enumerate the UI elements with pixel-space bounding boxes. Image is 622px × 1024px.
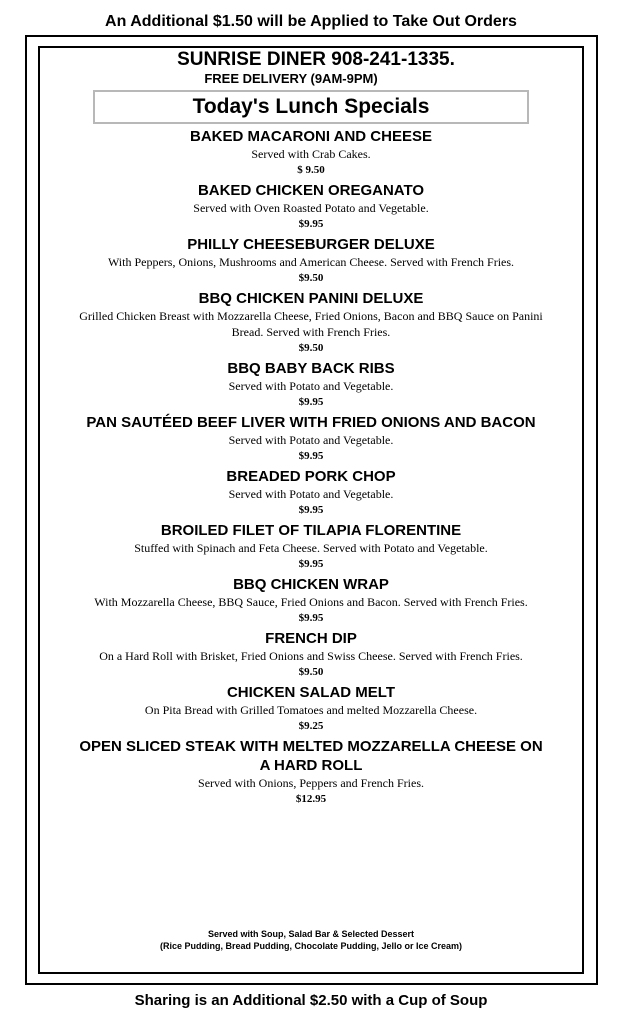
menu-item (76, 359, 546, 410)
item-name: PHILLY CHEESEBURGER DELUXE (187, 236, 435, 253)
item-price: $9.95 (298, 504, 324, 516)
item-price: $9.95 (298, 450, 324, 462)
item-name: PAN SAUTÉED BEEF LIVER WITH FRIED ONIONS AND BACON (86, 414, 536, 431)
item-description: Served with Potato and Vegetable. (228, 379, 394, 393)
item-description: With Peppers, Onions, Mushrooms and American Cheese. Served with French Fries. (107, 255, 515, 269)
item-name: BAKED CHICKEN OREGANATO (197, 182, 425, 199)
item-description: Stuffed with Spinach and Feta Cheese. Served with Potato and Vegetable. (134, 541, 488, 555)
menu-item (76, 289, 546, 356)
item-name: CHICKEN SALAD MELT (226, 684, 396, 701)
item-description: Served with Oven Roasted Potato and Vegetable. (193, 201, 429, 215)
item-price: $9.50 (298, 666, 324, 678)
item-description: Served with Crab Cakes. (251, 147, 371, 161)
menu-item (76, 683, 546, 734)
item-description: Served with Onions, Peppers and French Fries. (198, 776, 424, 790)
menu-item (76, 629, 546, 680)
included-sides-note (40, 928, 582, 952)
item-price: $9.50 (298, 272, 324, 284)
item-name: BBQ CHICKEN WRAP (233, 576, 389, 593)
item-description: With Mozzarella Cheese, BBQ Sauce, Fried Onions and Bacon. Served with French Fries. (94, 595, 528, 609)
menu-item (76, 521, 546, 572)
item-price: $12.95 (295, 793, 327, 805)
item-name: BBQ BABY BACK RIBS (227, 360, 395, 377)
item-price: $9.95 (298, 218, 324, 230)
item-name: OPEN SLICED STEAK WITH MELTED MOZZARELLA CHEESE ON A HARD ROLL (79, 738, 543, 774)
included-sides-line: Served with Soup, Salad Bar & Selected Dessert (207, 929, 415, 939)
item-name: BROILED FILET OF TILAPIA FLORENTINE (160, 522, 462, 539)
delivery-hours: FREE DELIVERY (9AM-9PM) (204, 71, 378, 86)
menu-item (76, 413, 546, 464)
item-name: BAKED MACARONI AND CHEESE (190, 128, 432, 145)
menu-item (76, 235, 546, 286)
item-description: On a Hard Roll with Brisket, Fried Onions and Swiss Cheese. Served with French Fries. (99, 649, 523, 663)
item-price: $9.95 (298, 558, 324, 570)
diner-name-phone: SUNRISE DINER 908-241-1335. (177, 49, 455, 70)
item-price: $9.25 (298, 720, 324, 732)
menu-item (76, 181, 546, 232)
menu-content (40, 49, 582, 807)
sharing-notice: Sharing is an Additional $2.50 with a Cup of Soup (134, 992, 488, 1009)
dessert-options-line: (Rice Pudding, Bread Pudding, Chocolate Pudding, Jello or Ice Cream) (159, 941, 463, 951)
item-price: $ 9.50 (297, 164, 325, 176)
item-price: $9.50 (298, 342, 324, 354)
take-out-notice: An Additional $1.50 will be Applied to Take Out Orders (105, 13, 517, 30)
item-name: BREADED PORK CHOP (226, 468, 396, 485)
item-description: On Pita Bread with Grilled Tomatoes and melted Mozzarella Cheese. (144, 703, 478, 717)
item-price: $9.95 (298, 396, 324, 408)
item-price: $9.95 (298, 612, 324, 624)
specials-banner: Today's Lunch Specials (93, 90, 529, 124)
menu-item (76, 127, 546, 178)
menu-item (76, 737, 546, 807)
item-description: Grilled Chicken Breast with Mozzarella Cheese, Fried Onions, Bacon and BBQ Sauce on Panini Bread. Served with French Fries. (79, 309, 543, 339)
item-name: FRENCH DIP (265, 630, 357, 647)
menu-item (76, 467, 546, 518)
menu-item (76, 575, 546, 626)
item-description: Served with Potato and Vegetable. (228, 433, 394, 447)
item-description: Served with Potato and Vegetable. (228, 487, 394, 501)
item-name: BBQ CHICKEN PANINI DELUXE (198, 290, 424, 307)
specials-list (40, 127, 582, 807)
